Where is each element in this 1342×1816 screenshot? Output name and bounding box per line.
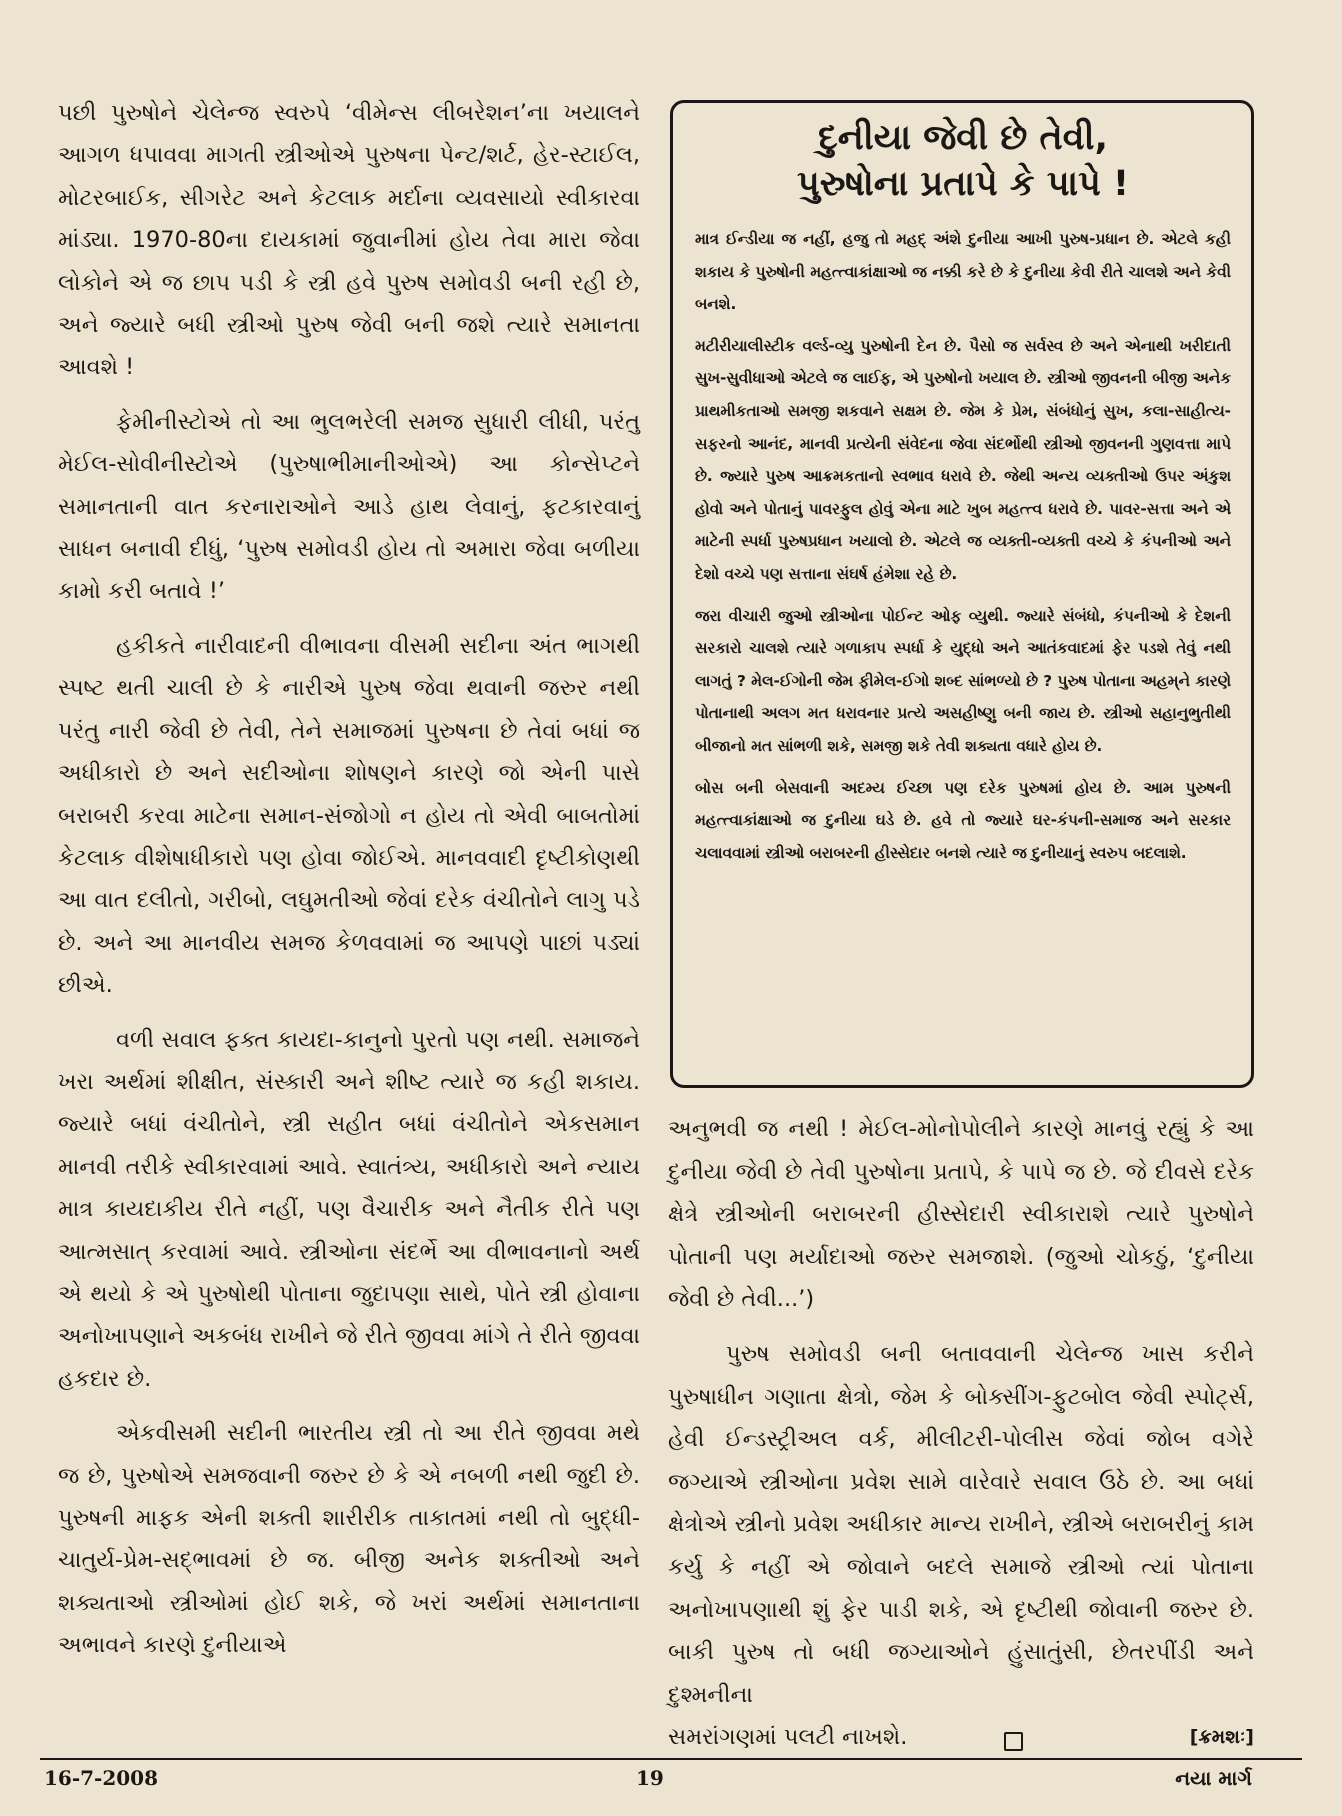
article-paragraph: હકીકતે નારીવાદની વીભાવના વીસમી સદીના અંત ભાગથી સ્પષ્ટ થતી ચાલી છે કે નારીએ પુરુષ જેવા થવાની જરુર નથી પરંતુ નારી જેવી છે તેવી, તેને સમાજમાં પુરુષના છે તેવાં બધાં જ અધીકારો છે અને સદીઓના શોષણને કારણે જો એની પાસે બરાબરી કરવા માટેના સમાન-સંજોગો ન હોય તો એવી બાબતોમાં કેટલાક વીશેષાધીકારો પણ હોવા જોઈએ. માનવવાદી દૃષ્ટીકોણથી આ વાત દલીતો, ગરીબો, લઘુમતીઓ જેવાં દરેક વંચીતોને લાગુ પડે છે. અને આ માનવીય સમજ કેળવવામાં જ આપણે પાછાં પડ્યાં છીએ. — [58, 632, 640, 999]
footer-date: 16-7-2008 — [44, 1766, 159, 1790]
sidebar-title-line: પુરુષોના પ્રતાપે કે પાપે ! — [797, 164, 1129, 204]
article-ending-row — [668, 1716, 1254, 1758]
sidebar-paragraph: મટીરીયાલીસ્ટીક વર્લ્ડ-વ્યુ પુરુષોની દેન છે. પૈસો જ સર્વસ્વ છે અને એનાથી ખરીદાતી સુખ-સુવીધાઓ એટલે જ લાઈફ, એ પુરુષોનો ખયાલ છે. સ્ત્રીઓ જીવનની બીજી અનેક પ્રાથમીકતાઓ સમજી શકવાને સક્ષમ છે. જેમ કે પ્રેમ, સંબંધોનું સુખ, કલા-સાહીત્ય- સફરનો આનંદ, માનવી પ્રત્યેની સંવેદના જેવા સંદર્ભોથી સ્ત્રીઓ જીવનની ગુણવત્તા માપે છે. જ્યારે પુરુષ આક્રમકતાનો સ્વભાવ ધરાવે છે. જેથી અન્ય વ્યક્તીઓ ઉપર અંકુશ હોવો અને પોતાનું પાવરફુલ હોવું એના માટે ખુબ મહત્ત્વ ધરાવે છે. પાવર-સત્તા અને એ માટેની સ્પર્ધા પુરુષપ્રધાન ખયાલો છે. એટલે જ વ્યક્તી-વ્યક્તી વચ્ચે કે કંપનીઓ અને દેશો વચ્ચે પણ સત્તાના સંઘર્ષ હંમેશા રહે છે. — [695, 336, 1231, 583]
sidebar-paragraph: બોસ બની બેસવાની અદમ્ય ઈચ્છા પણ દરેક પુરુષમાં હોય છે. આમ પુરુષની મહત્ત્વાકાંક્ષાઓ જ દુનીયા ઘડે છે. હવે તો જ્યારે ઘર-કંપની-સમાજ અને સરકાર ચલાવવામાં સ્ત્રીઓ બરાબરની હીસ્સેદાર બનશે ત્યારે જ દુનીયાનું સ્વરુપ બદલાશે. — [695, 778, 1231, 862]
sidebar-box-body — [695, 223, 1231, 869]
article-paragraph: વળી સવાલ ફક્ત કાયદા-કાનુનો પુરતો પણ નથી. સમાજને ખરા અર્થમાં શીક્ષીત, સંસ્કારી અને શીષ્ટ ત્યારે જ કહી શકાય. જ્યારે બધાં વંચીતોને, સ્ત્રી સહીત બધાં વંચીતોને એકસમાન માનવી તરીકે સ્વીકારવામાં આવે. સ્વાતંત્ર્ય, અધીકારો અને ન્યાય માત્ર કાયદાકીય રીતે નહીં, પણ વૈચારીક અને નૈતીક રીતે પણ આત્મસાત્ કરવામાં આવે. સ્ત્રીઓના સંદર્ભે આ વીભાવનાનો અર્થ એ થયો કે એ પુરુષોથી પોતાના જુદાપણા સાથે, પોતે સ્ત્રી હોવાના અનોખાપણાને અકબંધ રાખીને જે રીતે જીવવા માંગે તે રીતે જીવવા હકદાર છે. — [58, 1026, 640, 1392]
sidebar-paragraph: માત્ર ઈન્ડીયા જ નહીં, હજુ તો મહદ્ અંશે દુનીયા આખી પુરુષ-પ્રધાન છે. એટલે કહી શકાય કે પુરુષોની મહત્ત્વાકાંક્ષાઓ જ નક્કી કરે છે કે દુનીયા કેવી રીતે ચાલશે અને કેવી બનશે. — [695, 230, 1231, 314]
right-article-column — [668, 1108, 1254, 1758]
publication-name: નયા માર્ગ — [1175, 1766, 1252, 1790]
sidebar-box — [670, 100, 1254, 1088]
article-paragraph: એકવીસમી સદીની ભારતીય સ્ત્રી તો આ રીતે જીવવા મથે જ છે, પુરુષોએ સમજવાની જરુર છે કે એ નબળી નથી જુદી છે. પુરુષની માફક એની શક્તી શારીરીક તાકાતમાં નથી તો બુદ્ધી-ચાતુર્ય-પ્રેમ-સદ્ભાવમાં છે જ. બીજી અનેક શક્તીઓ અને શક્યતાઓ સ્ત્રીઓમાં હોઈ શકે, જે ખરાં અર્થમાં સમાનતાના અભાવને કારણે દુનીયાએ — [58, 1420, 640, 1659]
article-last-line: સમરાંગણમાં પલટી નાખશે. — [668, 1724, 908, 1751]
footer-divider — [40, 1758, 1302, 1760]
continued-label: [ક્રમશઃ] — [1189, 1726, 1254, 1749]
article-paragraph: ફેમીનીસ્ટોએ તો આ ભુલભરેલી સમજ સુધારી લીધી, પરંતુ મેઈલ-સોવીનીસ્ટોએ (પુરુષાભીમાનીઓએ) આ કોન્સેપ્ટને સમાનતાની વાત કરનારાઓને આડે હાથ લેવાનું, ફટકારવાનું સાધન બનાવી દીધું, ‘પુરુષ સમોવડી હોય તો અમારા જેવા બળીયા કામો કરી બતાવે !’ — [58, 408, 640, 605]
article-paragraph: પુરુષ સમોવડી બની બતાવવાની ચેલેન્જ ખાસ કરીને પુરુષાધીન ગણાતા ક્ષેત્રો, જેમ કે બોક્સીંગ-ફુટબોલ જેવી સ્પોર્ટ્સ, હેવી ઈન્ડસ્ટ્રીઅલ વર્ક, મીલીટરી-પોલીસ જેવાં જોબ વગેરે જગ્યાએ સ્ત્રીઓના પ્રવેશ સામે વારેવારે સવાલ ઉઠે છે. આ બધાં ક્ષેત્રોએ સ્ત્રીનો પ્રવેશ અધીકાર માન્ય રાખીને, સ્ત્રીએ બરાબરીનું કામ કર્યુ કે નહીં એ જોવાને બદલે સમાજે સ્ત્રીઓ ત્યાં પોતાના અનોખાપણાથી શું ફેર પાડી શકે, એ દૃષ્ટીથી જોવાની જરુર છે. બાકી પુરુષ તો બધી જગ્યાઓને હુંસાતુંસી, છેતરપીંડી અને દુશ્મનીના — [668, 1340, 1254, 1708]
article-paragraph: અનુભવી જ નથી ! મેઈલ-મોનોપોલીને કારણે માનવું રહ્યું કે આ દુનીયા જેવી છે તેવી પુરુષોના પ્રતાપે, કે પાપે જ છે. જે દીવસે દરેક ક્ષેત્રે સ્ત્રીઓની બરાબરની હીસ્સેદારી સ્વીકારાશે ત્યારે પુરુષોને પોતાની પણ મર્યાદાઓ જરુર સમજાશે. (જુઓ ચોકઠું, ‘દુનીયા જેવી છે તેવી...’) — [668, 1116, 1254, 1313]
left-article-column — [58, 92, 640, 1667]
sidebar-box-title — [695, 115, 1231, 207]
article-paragraph: પછી પુરુષોને ચેલેન્જ સ્વરુપે ‘વીમેન્સ લીબરેશન’ના ખયાલને આગળ ધપાવવા માગતી સ્ત્રીઓએ પુરુષના પેન્ટ/શર્ટ, હેર-સ્ટાઈલ, મોટરબાઈક, સીગરેટ અને કેટલાક મર્દાના વ્યવસાયો સ્વીકારવા માંડ્યા. 1970-80ના દાયકામાં જુવાનીમાં હોય તેવા મારા જેવા લોકોને એ જ છાપ પડી કે સ્ત્રી હવે પુરુષ સમોવડી બની રહી છે, અને જ્યારે બધી સ્ત્રીઓ પુરુષ જેવી બની જશે ત્યારે સમાનતા આવશે ! — [58, 100, 640, 381]
end-mark-icon — [1004, 1732, 1023, 1751]
page-number: 19 — [636, 1766, 664, 1790]
sidebar-paragraph: જરા વીચારી જુઓ સ્ત્રીઓના પોઈન્ટ ઓફ વ્યુથી. જ્યારે સંબંધો, કંપનીઓ કે દેશની સરકારો ચાલશે ત્યારે ગળાકાપ સ્પર્ધા કે યુદ્ધો અને આતંકવાદમાં ફેર પડશે તેવું નથી લાગતું ? મેલ-ઈગોની જેમ ફીમેલ-ઈગો શબ્દ સાંભળ્યો છે ? પુરુષ પોતાના અહમ્‌ને કારણે પોતાનાથી અલગ મત ધરાવનાર પ્રત્યે અસહીષ્ણુ બની જાય છે. સ્ત્રીઓ સહાનુભુતીથી બીજાનો મત સાંભળી શકે, સમજી શકે તેવી શક્યતા વધારે હોય છે. — [695, 606, 1231, 755]
sidebar-title-line: દુનીયા જેવી છે તેવી, — [818, 118, 1108, 158]
